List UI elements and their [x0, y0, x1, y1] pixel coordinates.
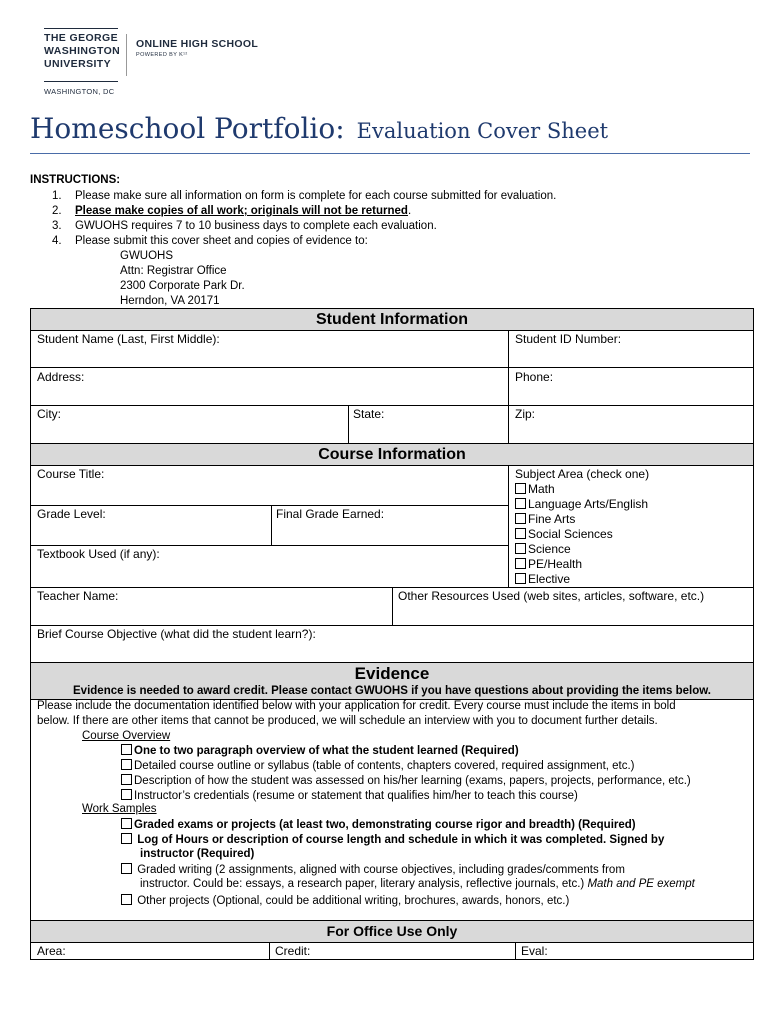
checkbox[interactable]	[121, 863, 132, 874]
sample-item-2-cont: instructor (Required)	[140, 848, 255, 860]
rule	[515, 942, 516, 959]
student-info-heading: Student Information	[31, 309, 753, 330]
subject-option-social-sciences[interactable]	[515, 527, 613, 541]
evidence-intro-1: Please include the documentation identified below with your application for credit. Every course must include the items in bold	[37, 700, 676, 712]
office-area-field[interactable]: Area:	[37, 944, 66, 958]
checkbox[interactable]	[121, 894, 132, 905]
rule	[31, 625, 753, 626]
grade-level-field[interactable]: Grade Level:	[37, 507, 106, 521]
instruction-2-suffix: .	[407, 205, 412, 217]
overview-item-2[interactable]	[121, 759, 635, 772]
evidence-heading-band	[31, 663, 753, 699]
overview-item-3[interactable]	[121, 774, 691, 787]
overview-item-3-text: Description of how the student was assessed on his/her learning (exams, papers, projects, performance, etc.)	[134, 775, 691, 787]
course-title-field[interactable]: Course Title:	[37, 467, 105, 481]
course-info-heading: Course Information	[31, 444, 753, 465]
overview-item-1-text: One to two paragraph overview of what the student learned (Required)	[134, 745, 519, 757]
overview-item-4[interactable]	[121, 789, 578, 802]
evidence-heading: Evidence	[354, 664, 430, 683]
logo-university-line-3: UNIVERSITY	[44, 58, 112, 70]
evidence-subheading: Evidence is needed to award credit. Please contact GWUOHS if you have questions about providing the items below.	[73, 685, 711, 697]
logo-school-name: ONLINE HIGH SCHOOL	[136, 38, 259, 50]
page-title	[30, 112, 608, 145]
instruction-num-2: 2.	[52, 205, 62, 217]
sample-item-3-text: Graded writing (2 assignments, aligned with course objectives, including grades/comments from	[137, 864, 625, 876]
other-resources-field[interactable]: Other Resources Used (web sites, articles, software, etc.)	[398, 589, 705, 603]
textbook-field[interactable]: Textbook Used (if any):	[37, 547, 160, 561]
checkbox[interactable]	[515, 498, 526, 509]
subject-option-science[interactable]	[515, 542, 571, 556]
checkbox[interactable]	[515, 558, 526, 569]
subject-option-language-arts[interactable]	[515, 497, 648, 511]
instruction-1: Please make sure all information on form is complete for each course submitted for evaluation.	[75, 190, 557, 202]
checkbox[interactable]	[121, 818, 132, 829]
overview-item-2-text: Detailed course outline or syllabus (table of contents, chapters covered, required assignment, etc.)	[134, 760, 635, 772]
subject-label: Science	[528, 542, 571, 556]
logo-powered-by: POWERED BY K¹²	[136, 52, 188, 58]
checkbox[interactable]	[121, 744, 132, 755]
address-field[interactable]: Address:	[37, 370, 85, 384]
instruction-num-1: 1.	[52, 190, 62, 202]
logo-city: WASHINGTON, DC	[44, 87, 115, 96]
instruction-num-3: 3.	[52, 220, 62, 232]
rule	[508, 465, 509, 587]
evaluation-form	[30, 308, 754, 960]
logo-divider	[126, 34, 127, 76]
course-objective-field[interactable]: Brief Course Objective (what did the student learn?):	[37, 627, 316, 641]
final-grade-field[interactable]: Final Grade Earned:	[276, 507, 385, 521]
title-sub: Evaluation Cover Sheet	[356, 119, 609, 143]
subject-option-pe-health[interactable]	[515, 557, 582, 571]
subject-option-elective[interactable]	[515, 572, 570, 586]
sample-item-3[interactable]	[121, 863, 625, 876]
rule	[392, 587, 393, 625]
sample-item-2-text: Log of Hours or description of course length and schedule in which it was completed. Signed by	[137, 834, 665, 846]
sample-item-1[interactable]	[121, 818, 636, 831]
sample-item-4[interactable]	[121, 894, 569, 907]
checkbox[interactable]	[121, 759, 132, 770]
instruction-2	[75, 204, 411, 219]
work-samples-label: Work Samples	[82, 803, 157, 815]
title-rule	[30, 153, 750, 154]
sample-item-2[interactable]	[121, 833, 664, 846]
subject-label: Elective	[528, 572, 571, 586]
instruction-4: Please submit this cover sheet and copies of evidence to:	[75, 235, 368, 247]
subject-label: Fine Arts	[528, 512, 576, 526]
checkbox[interactable]	[515, 573, 526, 584]
office-eval-field[interactable]: Eval:	[521, 944, 548, 958]
evidence-intro-2: below. If there are other items that cannot be produced, we will schedule an interview with you to document further details.	[37, 715, 658, 727]
checkbox[interactable]	[515, 543, 526, 554]
rule	[348, 405, 349, 443]
checkbox[interactable]	[121, 789, 132, 800]
subject-label: Language Arts/English	[528, 497, 649, 511]
address-line-4: Herndon, VA 20171	[120, 295, 220, 307]
city-field[interactable]: City:	[37, 407, 61, 421]
instruction-num-4: 4.	[52, 235, 62, 247]
office-use-heading: For Office Use Only	[31, 921, 753, 942]
checkbox[interactable]	[515, 528, 526, 539]
checkbox[interactable]	[515, 513, 526, 524]
sample-item-4-text: Other projects (Optional, could be additional writing, brochures, awards, honors, etc.)	[137, 895, 570, 907]
logo-rule-top	[44, 28, 118, 29]
phone-field[interactable]: Phone:	[515, 370, 554, 384]
logo-rule-bottom	[44, 81, 118, 82]
title-main: Homeschool Portfolio:	[30, 112, 345, 145]
subject-label: Math	[528, 482, 555, 496]
address-line-2: Attn: Registrar Office	[120, 265, 227, 277]
state-field[interactable]: State:	[353, 407, 385, 421]
subject-area-label: Subject Area (check one)	[515, 467, 650, 481]
logo-university-line-1: THE GEORGE	[44, 32, 119, 44]
rule	[31, 942, 753, 943]
rule	[271, 505, 272, 545]
subject-label: Social Sciences	[528, 527, 613, 541]
logo-university-line-2: WASHINGTON	[44, 45, 121, 57]
sample-item-3-text-2: instructor. Could be: essays, a research paper, literary analysis, reflective journals, etc.)	[140, 878, 585, 890]
instruction-2-text: Please make copies of all work; originals will not be returned	[75, 205, 408, 217]
address-line-3: 2300 Corporate Park Dr.	[120, 280, 245, 292]
checkbox[interactable]	[515, 483, 526, 494]
course-overview-label: Course Overview	[82, 730, 171, 742]
office-credit-field[interactable]: Credit:	[275, 944, 311, 958]
checkbox[interactable]	[121, 774, 132, 785]
student-id-field[interactable]: Student ID Number:	[515, 332, 622, 346]
address-line-1: GWUOHS	[120, 250, 174, 262]
rule	[31, 505, 508, 506]
rule	[31, 465, 753, 466]
student-name-field[interactable]: Student Name (Last, First Middle):	[37, 332, 220, 346]
rule	[31, 330, 753, 331]
rule	[31, 405, 753, 406]
zip-field[interactable]: Zip:	[515, 407, 536, 421]
instructions	[30, 173, 557, 307]
overview-item-4-text: Instructor’s credentials (resume or statement that qualifies him/her to teach this course)	[134, 790, 578, 802]
rule	[269, 942, 270, 959]
teacher-name-field[interactable]: Teacher Name:	[37, 589, 119, 603]
sample-item-3-cont	[140, 878, 695, 890]
sample-item-1-text: Graded exams or projects (at least two, demonstrating course rigor and breadth) (Required)	[134, 819, 636, 831]
instructions-heading: INSTRUCTIONS:	[30, 174, 121, 186]
rule	[31, 545, 508, 546]
checkbox[interactable]	[121, 833, 132, 844]
sample-item-3-exempt: Math and PE exempt	[587, 878, 695, 890]
overview-item-1[interactable]	[121, 744, 519, 757]
subject-option-math[interactable]	[515, 482, 555, 496]
rule	[508, 330, 509, 443]
subject-label: PE/Health	[528, 557, 583, 571]
instruction-3: GWUOHS requires 7 to 10 business days to complete each evaluation.	[75, 220, 437, 232]
rule	[31, 367, 753, 368]
subject-option-fine-arts[interactable]	[515, 512, 575, 526]
